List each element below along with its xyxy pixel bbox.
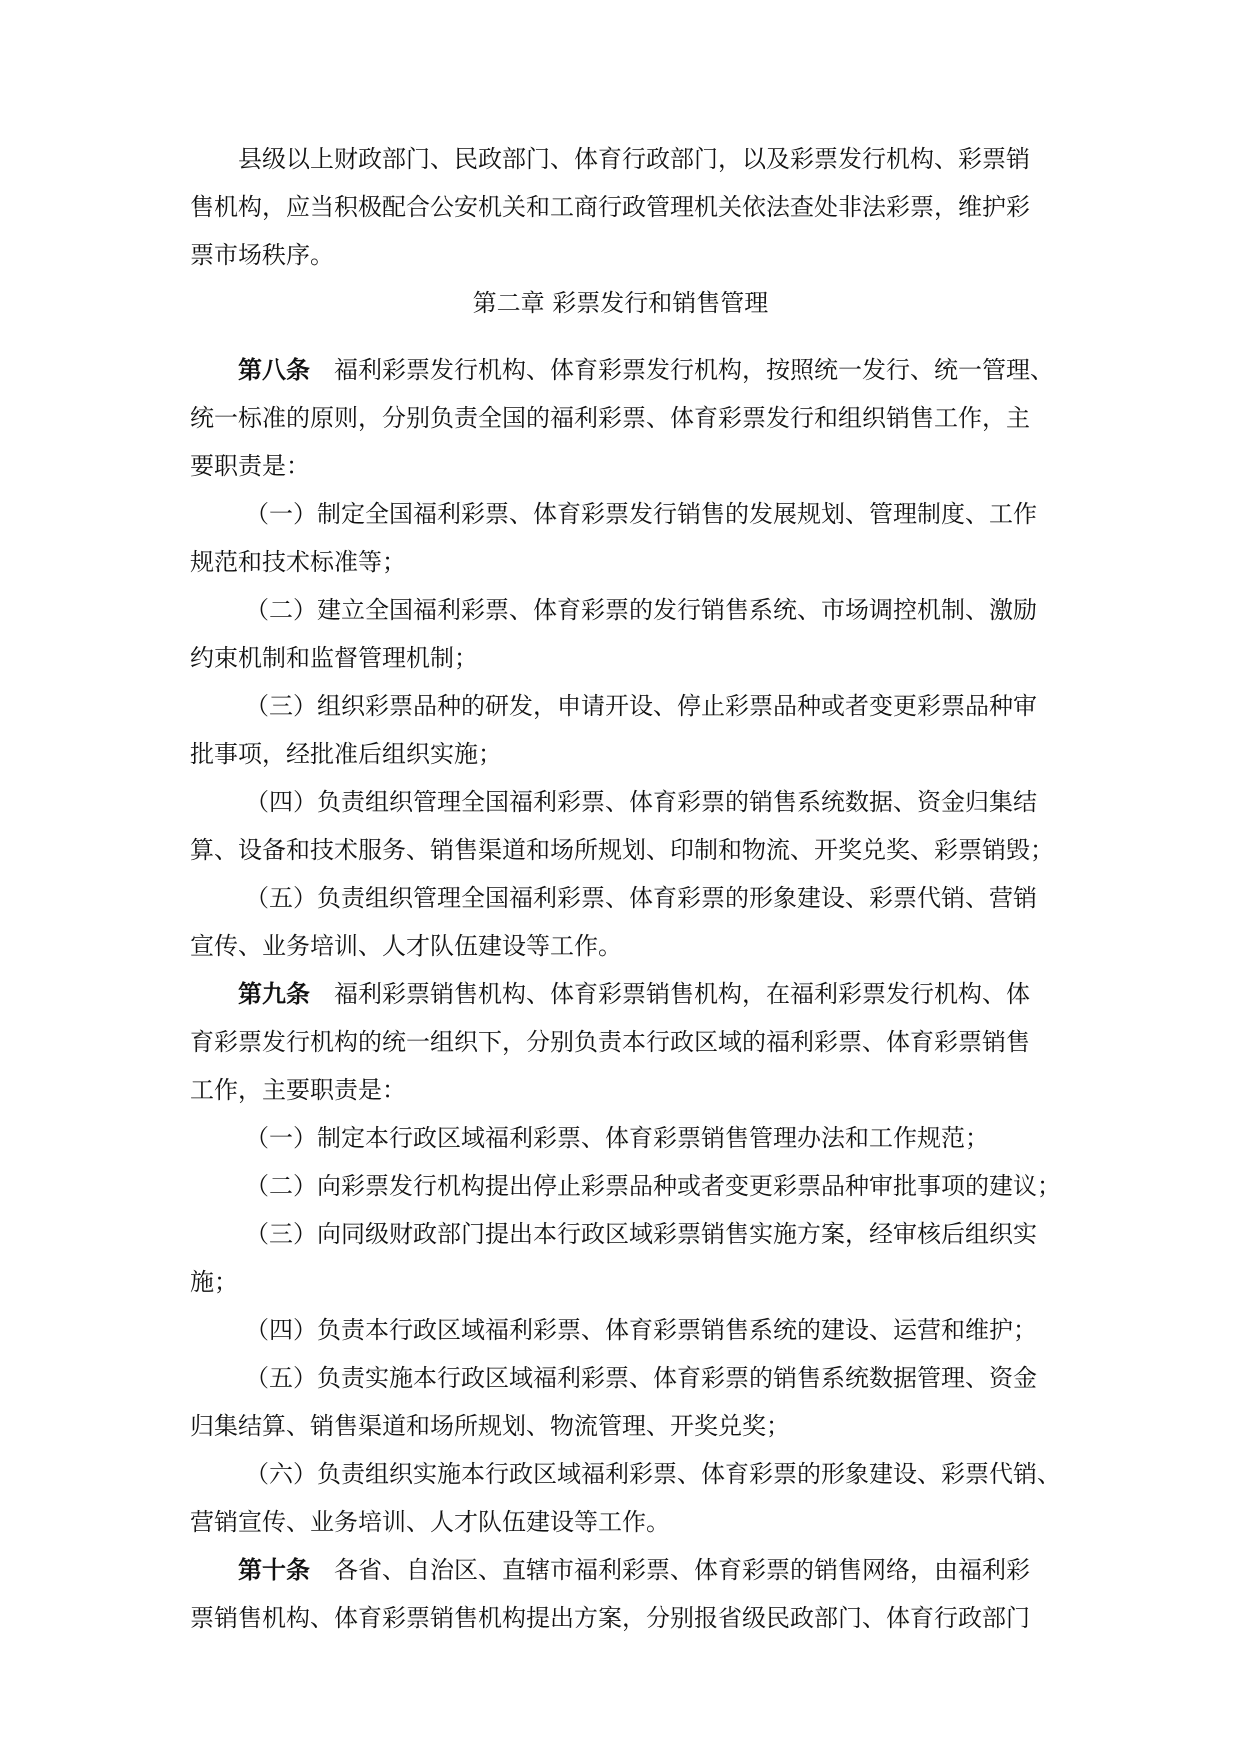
- article-8-line-3: 要职责是：: [190, 452, 310, 480]
- article-9-item-4: （四）负责本行政区域福利彩票、体育彩票销售系统的建设、运营和维护；: [245, 1316, 1037, 1344]
- article-9-line-1: [238, 978, 1030, 1010]
- article-8-item-3: （三）组织彩票品种的研发，申请开设、停止彩票品种或者变更彩票品种审: [245, 692, 1037, 720]
- article-9-item-5-cont: 归集结算、销售渠道和场所规划、物流管理、开奖兑奖；: [190, 1412, 790, 1440]
- article-8-item-5: （五）负责组织管理全国福利彩票、体育彩票的形象建设、彩票代销、营销: [245, 884, 1037, 912]
- article-9-item-3-cont: 施；: [190, 1268, 238, 1296]
- article-10-line-2: 票销售机构、体育彩票销售机构提出方案，分别报省级民政部门、体育行政部门: [190, 1604, 1030, 1632]
- article-8-item-1-cont: 规范和技术标准等；: [190, 548, 406, 576]
- intro-line-3: 票市场秩序。: [190, 241, 334, 269]
- article-8-item-2: （二）建立全国福利彩票、体育彩票的发行销售系统、市场调控机制、激励: [245, 596, 1037, 624]
- article-10-line-1: [238, 1554, 1030, 1586]
- article-8-text: 福利彩票发行机构、体育彩票发行机构，按照统一发行、统一管理、: [334, 356, 1054, 384]
- article-10-number: 第十条: [238, 1556, 310, 1584]
- article-8-line-2: 统一标准的原则，分别负责全国的福利彩票、体育彩票发行和组织销售工作，主: [190, 404, 1030, 432]
- chapter-title: 第二章 彩票发行和销售管理: [472, 289, 769, 317]
- article-9-line-2: 育彩票发行机构的统一组织下，分别负责本行政区域的福利彩票、体育彩票销售: [190, 1028, 1030, 1056]
- article-9-line-3: 工作，主要职责是：: [190, 1076, 406, 1104]
- article-8-item-5-cont: 宣传、业务培训、人才队伍建设等工作。: [190, 932, 622, 960]
- article-8-item-4-cont: 算、设备和技术服务、销售渠道和场所规划、印制和物流、开奖兑奖、彩票销毁；: [190, 836, 1054, 864]
- article-10-text: 各省、自治区、直辖市福利彩票、体育彩票的销售网络，由福利彩: [334, 1556, 1030, 1584]
- article-9-text: 福利彩票销售机构、体育彩票销售机构，在福利彩票发行机构、体: [334, 980, 1030, 1008]
- article-9-item-6: （六）负责组织实施本行政区域福利彩票、体育彩票的形象建设、彩票代销、: [245, 1460, 1061, 1488]
- article-8-number: 第八条: [238, 356, 310, 384]
- intro-line-1: 县级以上财政部门、民政部门、体育行政部门，以及彩票发行机构、彩票销: [238, 145, 1030, 173]
- intro-line-2: 售机构，应当积极配合公安机关和工商行政管理机关依法查处非法彩票，维护彩: [190, 193, 1030, 221]
- article-9-item-3: （三）向同级财政部门提出本行政区域彩票销售实施方案，经审核后组织实: [245, 1220, 1037, 1248]
- article-9-item-5: （五）负责实施本行政区域福利彩票、体育彩票的销售系统数据管理、资金: [245, 1364, 1037, 1392]
- article-9-item-2: （二）向彩票发行机构提出停止彩票品种或者变更彩票品种审批事项的建议；: [245, 1172, 1061, 1200]
- article-8-item-1: （一）制定全国福利彩票、体育彩票发行销售的发展规划、管理制度、工作: [245, 500, 1037, 528]
- article-9-item-6-cont: 营销宣传、业务培训、人才队伍建设等工作。: [190, 1508, 670, 1536]
- article-8-item-4: （四）负责组织管理全国福利彩票、体育彩票的销售系统数据、资金归集结: [245, 788, 1037, 816]
- article-9-item-1: （一）制定本行政区域福利彩票、体育彩票销售管理办法和工作规范；: [245, 1124, 989, 1152]
- article-8-line-1: [238, 354, 1054, 386]
- article-9-number: 第九条: [238, 980, 310, 1008]
- article-8-item-2-cont: 约束机制和监督管理机制；: [190, 644, 478, 672]
- article-8-item-3-cont: 批事项，经批准后组织实施；: [190, 740, 502, 768]
